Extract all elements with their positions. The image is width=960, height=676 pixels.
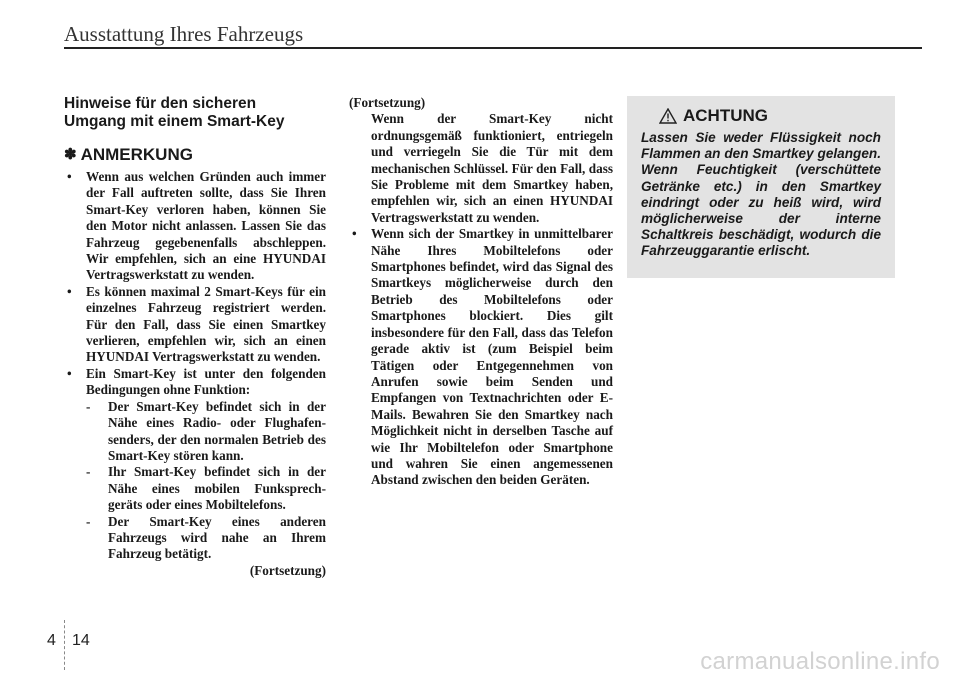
warning-title: ACHTUNG	[683, 106, 768, 125]
page-number: 14	[72, 632, 90, 649]
sub-list-item-text: Der Smart-Key befindet sich in der Nähe eines Radio- oder Flughafen-senders, der den normalen Betrieb des Smart-Key stören kann.	[108, 398, 326, 463]
list-item-text: Wenn aus welchen Gründen auch immer der Fall auftreten sollte, dass Sie Ihren Smart-Key verloren haben, können Sie den Motor nicht anlassen. Lassen Sie das Fahrzeug gegebenenfalls abschleppen. Wir empfehlen, sich an eine HYUNDAI Vertragswerkstatt zu wenden.	[86, 169, 326, 283]
section-heading	[64, 95, 326, 131]
chapter-number: 4	[47, 632, 56, 649]
sub-list-item	[86, 399, 326, 465]
list-item	[349, 226, 613, 489]
section-heading-line-2: Umgang mit einem Smart-Key	[64, 113, 285, 130]
asterisk-note-icon: ✽	[64, 146, 77, 163]
bullet-marker: •	[67, 365, 72, 381]
left-bullet-list	[64, 169, 326, 563]
sub-list-item	[86, 514, 326, 563]
left-column	[64, 95, 326, 579]
middle-bullet-list	[349, 226, 613, 489]
bullet-marker: •	[67, 283, 72, 299]
list-item-text: Es können maximal 2 Smart-Keys für ein einzelnes Fahrzeug registriert werden. Für den Fall, dass Sie einen Smartkey verlieren, empfehlen wir, sich an einen HYUNDAI Vertragswerkstatt zu wenden.	[86, 283, 326, 365]
bullet-marker: •	[67, 169, 72, 184]
watermark-text: carmanualsonline.info	[700, 648, 940, 675]
list-item-text: Wenn sich der Smartkey in unmittelbarer Nähe Ihres Mobiltelefons oder Smartphones befindet, wird das Signal des Smartkeys möglicherweise durch den Betrieb des Mobiltelefons oder Smartphones blockiert. Dies gilt insbesondere für den Fall, dass das Telefon gerade aktiv ist (zum Beispiel beim Tätigen oder Entgegennehmen von Anrufen sowie beim Senden und Empfangen von Textnachrichten oder E-Mails. Bewahren Sie den Smartkey nach Möglichkeit nicht in derselben Tasche auf wie Ihr Mobiltelefon oder Smartphone und wahren Sie einen angemessenen Abstand zwischen den beiden Geräten.	[371, 226, 613, 488]
note-label: ANMERKUNG	[80, 145, 193, 164]
section-heading-line-1: Hinweise für den sicheren	[64, 95, 257, 112]
sub-list-item	[86, 464, 326, 513]
dash-marker: -	[86, 464, 91, 480]
middle-column	[349, 95, 613, 489]
sub-list	[86, 399, 326, 563]
continued-label: (Fortsetzung)	[349, 95, 426, 110]
note-heading	[64, 145, 326, 165]
warning-triangle-icon	[659, 108, 677, 124]
dash-marker: -	[86, 398, 91, 414]
continuation-label: (Fortsetzung)	[249, 562, 326, 578]
dash-marker: -	[86, 513, 91, 529]
bullet-marker: •	[352, 226, 357, 242]
header-rule	[64, 47, 922, 49]
list-item	[64, 366, 326, 563]
list-item	[64, 169, 326, 284]
page-number-divider	[64, 620, 65, 670]
list-item-text: Ein Smart-Key ist unter den folgenden Bedingungen ohne Funktion:	[86, 365, 326, 398]
sub-list-item-text: Ihr Smart-Key befindet sich in der Nähe eines mobilen Funksprech-geräts oder eines Mobiltelefons.	[108, 464, 326, 513]
warning-text: Lassen Sie weder Flüssigkeit noch Flammen an den Smartkey gelangen. Wenn Feuchtigkeit (verschüttete Getränke etc.) in den Smartkey eindringt oder zu heiß wird, wird möglicherweise der interne Schaltkreis beschädigt, wodurch die Fahrzeuggarantie erlischt.	[641, 130, 881, 259]
warning-heading	[659, 106, 881, 126]
list-item	[64, 284, 326, 366]
page-header-title: Ausstattung Ihres Fahrzeugs	[64, 22, 304, 46]
sub-list-item-text: Der Smart-Key eines anderen Fahrzeugs wird nahe an Ihrem Fahrzeug betätigt.	[108, 513, 326, 562]
warning-box	[627, 96, 895, 278]
continued-paragraph: Wenn der Smart-Key nicht ordnungsgemäß funktioniert, entriegeln und verriegeln Sie die Tür mit dem mechanischen Schlüssel. Für den Fall, dass Sie Probleme mit dem Smartkey haben, empfehlen wir, sich an einen HYUNDAI Vertragswerkstatt zu wenden.	[371, 111, 613, 225]
